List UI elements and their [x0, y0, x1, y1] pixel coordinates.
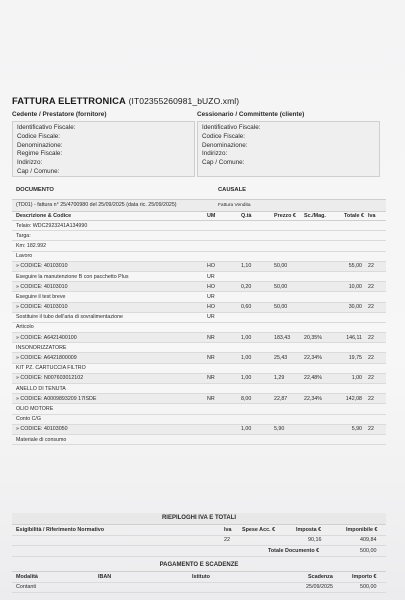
riepilogo-heading: RIEPILOGHI IVA E TOTALI: [161, 515, 237, 521]
imposta-header: Imposta €: [296, 526, 322, 533]
cell-disc: 20,35%: [304, 334, 322, 341]
cell-um: UR: [207, 293, 215, 300]
cell-desc: » CODICE: 40103010: [16, 283, 68, 290]
table-row: [12, 394, 386, 404]
cell-price: 25,43: [274, 355, 288, 362]
table-row: [12, 415, 386, 425]
cell-iva: 22: [368, 395, 374, 402]
cell-qty: 1,00: [241, 426, 252, 433]
cell-total: 142,08: [345, 395, 362, 402]
cell-um: HO: [207, 283, 215, 290]
table-row: [12, 404, 386, 414]
cedente-field: Regime Fiscale:: [17, 150, 63, 158]
totale-row: [12, 546, 386, 557]
cedente-field: Codice Fiscale:: [17, 132, 61, 140]
cell-iva: 22: [368, 263, 374, 270]
cell-um: UR: [207, 273, 215, 280]
cell-desc: Eseguire il test breve: [16, 293, 66, 300]
cell-total: 10,00: [348, 283, 362, 290]
cell-price: 22,87: [274, 395, 288, 402]
cedente-fields: [12, 121, 195, 177]
cell-iva: 22: [368, 283, 374, 290]
cessionario-field: Cap / Comune:: [202, 159, 245, 167]
table-row: [12, 353, 386, 363]
modalita-value: Contanti: [16, 584, 37, 591]
cell-desc: Sostituire il tubo dell'aria di sovralimentazione: [16, 314, 124, 321]
col-total-header: Totale €: [344, 212, 364, 219]
cell-um: NR: [207, 355, 215, 362]
table-row: [12, 231, 386, 241]
cessionario-field: Denominazione:: [202, 141, 248, 149]
cell-qty: 0,60: [241, 304, 252, 311]
riepilogo-heading-bar: [12, 513, 386, 525]
spese-header: Spese Acc. €: [242, 526, 276, 533]
causale-value: Fattura Vendita: [218, 203, 251, 208]
cell-price: 50,00: [274, 263, 288, 270]
cell-um: UR: [207, 314, 215, 321]
pagamento-heading: PAGAMENTO E SCADENZE: [159, 562, 239, 568]
cessionario-heading: Cessionario / Committente (cliente): [197, 111, 305, 118]
cessionario-field: Codice Fiscale:: [202, 132, 246, 140]
cell-price: 1,29: [274, 375, 285, 382]
cell-desc: » CODICE: 40103050: [16, 426, 68, 433]
cell-iva: 22: [368, 426, 374, 433]
cell-desc: Telaio: WDC2923241A134990: [16, 222, 88, 229]
cessionario-fields: [197, 121, 380, 177]
cell-total: 5,90: [351, 426, 362, 433]
parties-section: [12, 111, 386, 179]
cedente-field: Cap / Comune:: [17, 167, 60, 175]
cell-desc: Lavoro: [16, 253, 33, 260]
cell-qty: 1,00: [241, 355, 252, 362]
cell-desc: INSONORIZZATORE: [16, 344, 67, 351]
cell-qty: 0,20: [241, 283, 252, 290]
pagamento-row: [12, 583, 386, 594]
totale-label: Totale Documento €: [268, 547, 320, 554]
invoice-sheet: [12, 95, 386, 591]
col-qty-header: Q.tà: [241, 212, 252, 219]
pagamento-heading-bar: [12, 560, 386, 572]
documento-label: DOCUMENTO: [16, 187, 54, 193]
cell-desc: » CODICE: N007603012102: [16, 375, 84, 382]
table-row: [12, 384, 386, 394]
causale-label: CAUSALE: [218, 187, 247, 193]
cell-iva: 22: [368, 334, 374, 341]
col-price-header: Prezzo €: [274, 212, 296, 219]
table-row: [12, 364, 386, 374]
cessionario-field: Identificativo Fiscale:: [202, 124, 261, 131]
riepilogo-iva-header: Iva: [224, 526, 232, 533]
totale-value: 500,00: [360, 547, 377, 554]
modalita-header: Modalità: [16, 573, 38, 580]
imponibile-value: 409,84: [360, 537, 377, 544]
scadenza-header: Scadenza: [308, 573, 333, 580]
imposta-value: 90,16: [308, 537, 322, 544]
pagamento-header-row: [12, 572, 386, 583]
cell-disc: 22,34%: [304, 355, 322, 362]
cell-total: 30,00: [348, 304, 362, 311]
cell-desc: » CODICE: 40103010: [16, 263, 68, 270]
pagamento-section: [12, 560, 386, 593]
cell-total: 19,75: [348, 355, 362, 362]
invoice-filename: (IT02355260981_bUZO.xml): [128, 96, 240, 106]
cedente-block: [12, 111, 195, 179]
imponibile-header: Imponibile €: [346, 526, 378, 533]
cell-desc: Targa:: [16, 232, 31, 239]
cell-um: NR: [207, 375, 215, 382]
cell-um: HO: [207, 263, 215, 270]
cell-desc: KIT PZ. CARTUCCIA FILTRO: [16, 365, 86, 372]
cell-iva: 22: [368, 375, 374, 382]
riepilogo-row: [12, 536, 386, 547]
line-items-table: [12, 211, 386, 445]
cell-qty: 8,00: [241, 395, 252, 402]
table-row: [12, 262, 386, 272]
cedente-field: Denominazione:: [17, 141, 63, 149]
scadenza-value: 25/09/2025: [306, 584, 333, 591]
line-items-body: [12, 221, 386, 445]
cell-disc: 22,48%: [304, 375, 322, 382]
cell-price: 183,43: [274, 334, 291, 341]
col-um-header: UM: [207, 212, 216, 219]
cedente-heading: Cedente / Prestatore (fornitore): [12, 111, 107, 118]
cell-desc: Km: 182.992: [16, 242, 47, 249]
cell-um: NR: [207, 334, 215, 341]
table-row: [12, 221, 386, 231]
cell-desc: Eseguire la manutenzione B con pacchetto Plus: [16, 273, 129, 280]
importo-value: 500,00: [360, 584, 377, 591]
riepilogo-header-row: [12, 525, 386, 536]
table-row: [12, 292, 386, 302]
istituto-header: Istituto: [192, 573, 210, 580]
cell-qty: 1,10: [241, 263, 252, 270]
table-row: [12, 303, 386, 313]
riepilogo-iva: 22: [224, 537, 230, 544]
cell-desc: Articolo: [16, 324, 34, 331]
cell-qty: 1,00: [241, 334, 252, 341]
col-desc-header: Descrizione & Codice: [16, 212, 72, 219]
table-row: [12, 313, 386, 323]
cessionario-block: [197, 111, 380, 179]
cell-disc: 22,34%: [304, 395, 322, 402]
documento-value: (TD01) - fattura n° 25/4700980 del 25/09/2025 (data ric. 25/09/2025): [16, 202, 177, 208]
table-row: [12, 241, 386, 251]
cell-desc: Materiale di consumo: [16, 436, 67, 443]
col-disc-header: Sc./Mag.: [304, 212, 326, 219]
cell-um: NR: [207, 395, 215, 402]
cell-desc: » CODICE: A0009893209 17ISDE: [16, 395, 97, 402]
table-row: [12, 323, 386, 333]
cell-desc: » CODICE: A6421400100: [16, 334, 77, 341]
cell-iva: 22: [368, 355, 374, 362]
cell-qty: 1,00: [241, 375, 252, 382]
cell-desc: OLIO MOTORE: [16, 405, 54, 412]
table-row: [12, 282, 386, 292]
cell-desc: ANELLO DI TENUTA: [16, 385, 66, 392]
iban-header: IBAN: [98, 573, 112, 580]
cell-total: 146,11: [346, 334, 362, 341]
line-items-header: [12, 211, 386, 221]
cell-desc: » CODICE: A6421800009: [16, 355, 77, 362]
cell-desc: Conto C/G: [16, 416, 42, 423]
table-row: [12, 252, 386, 262]
cedente-field: Identificativo Fiscale:: [17, 124, 76, 131]
cell-price: 50,00: [274, 304, 288, 311]
cell-total: 1,00: [351, 375, 362, 382]
document-header-row: [12, 185, 386, 200]
invoice-title-bold: FATTURA ELETTRONICA: [12, 95, 126, 106]
cell-price: 5,90: [274, 426, 285, 433]
importo-header: Importo €: [352, 573, 377, 580]
document-section: [12, 185, 386, 212]
cell-total: 55,00: [348, 263, 362, 270]
riepilogo-section: [12, 513, 386, 557]
table-row: [12, 333, 386, 343]
cessionario-field: Indirizzo:: [202, 150, 228, 158]
esigibilita-header: Esigibilità / Riferimento Normativo: [16, 526, 105, 533]
table-row: [12, 425, 386, 435]
cell-iva: 22: [368, 304, 374, 311]
table-row: [12, 374, 386, 384]
cell-desc: » CODICE: 40103010: [16, 304, 68, 311]
cell-um: HO: [207, 304, 215, 311]
table-row: [12, 343, 386, 353]
cedente-field: Indirizzo:: [17, 159, 43, 167]
cell-price: 50,00: [274, 283, 288, 290]
invoice-title: [12, 95, 386, 106]
col-iva-header: Iva: [368, 212, 376, 219]
table-row: [12, 272, 386, 282]
table-row: [12, 435, 386, 445]
